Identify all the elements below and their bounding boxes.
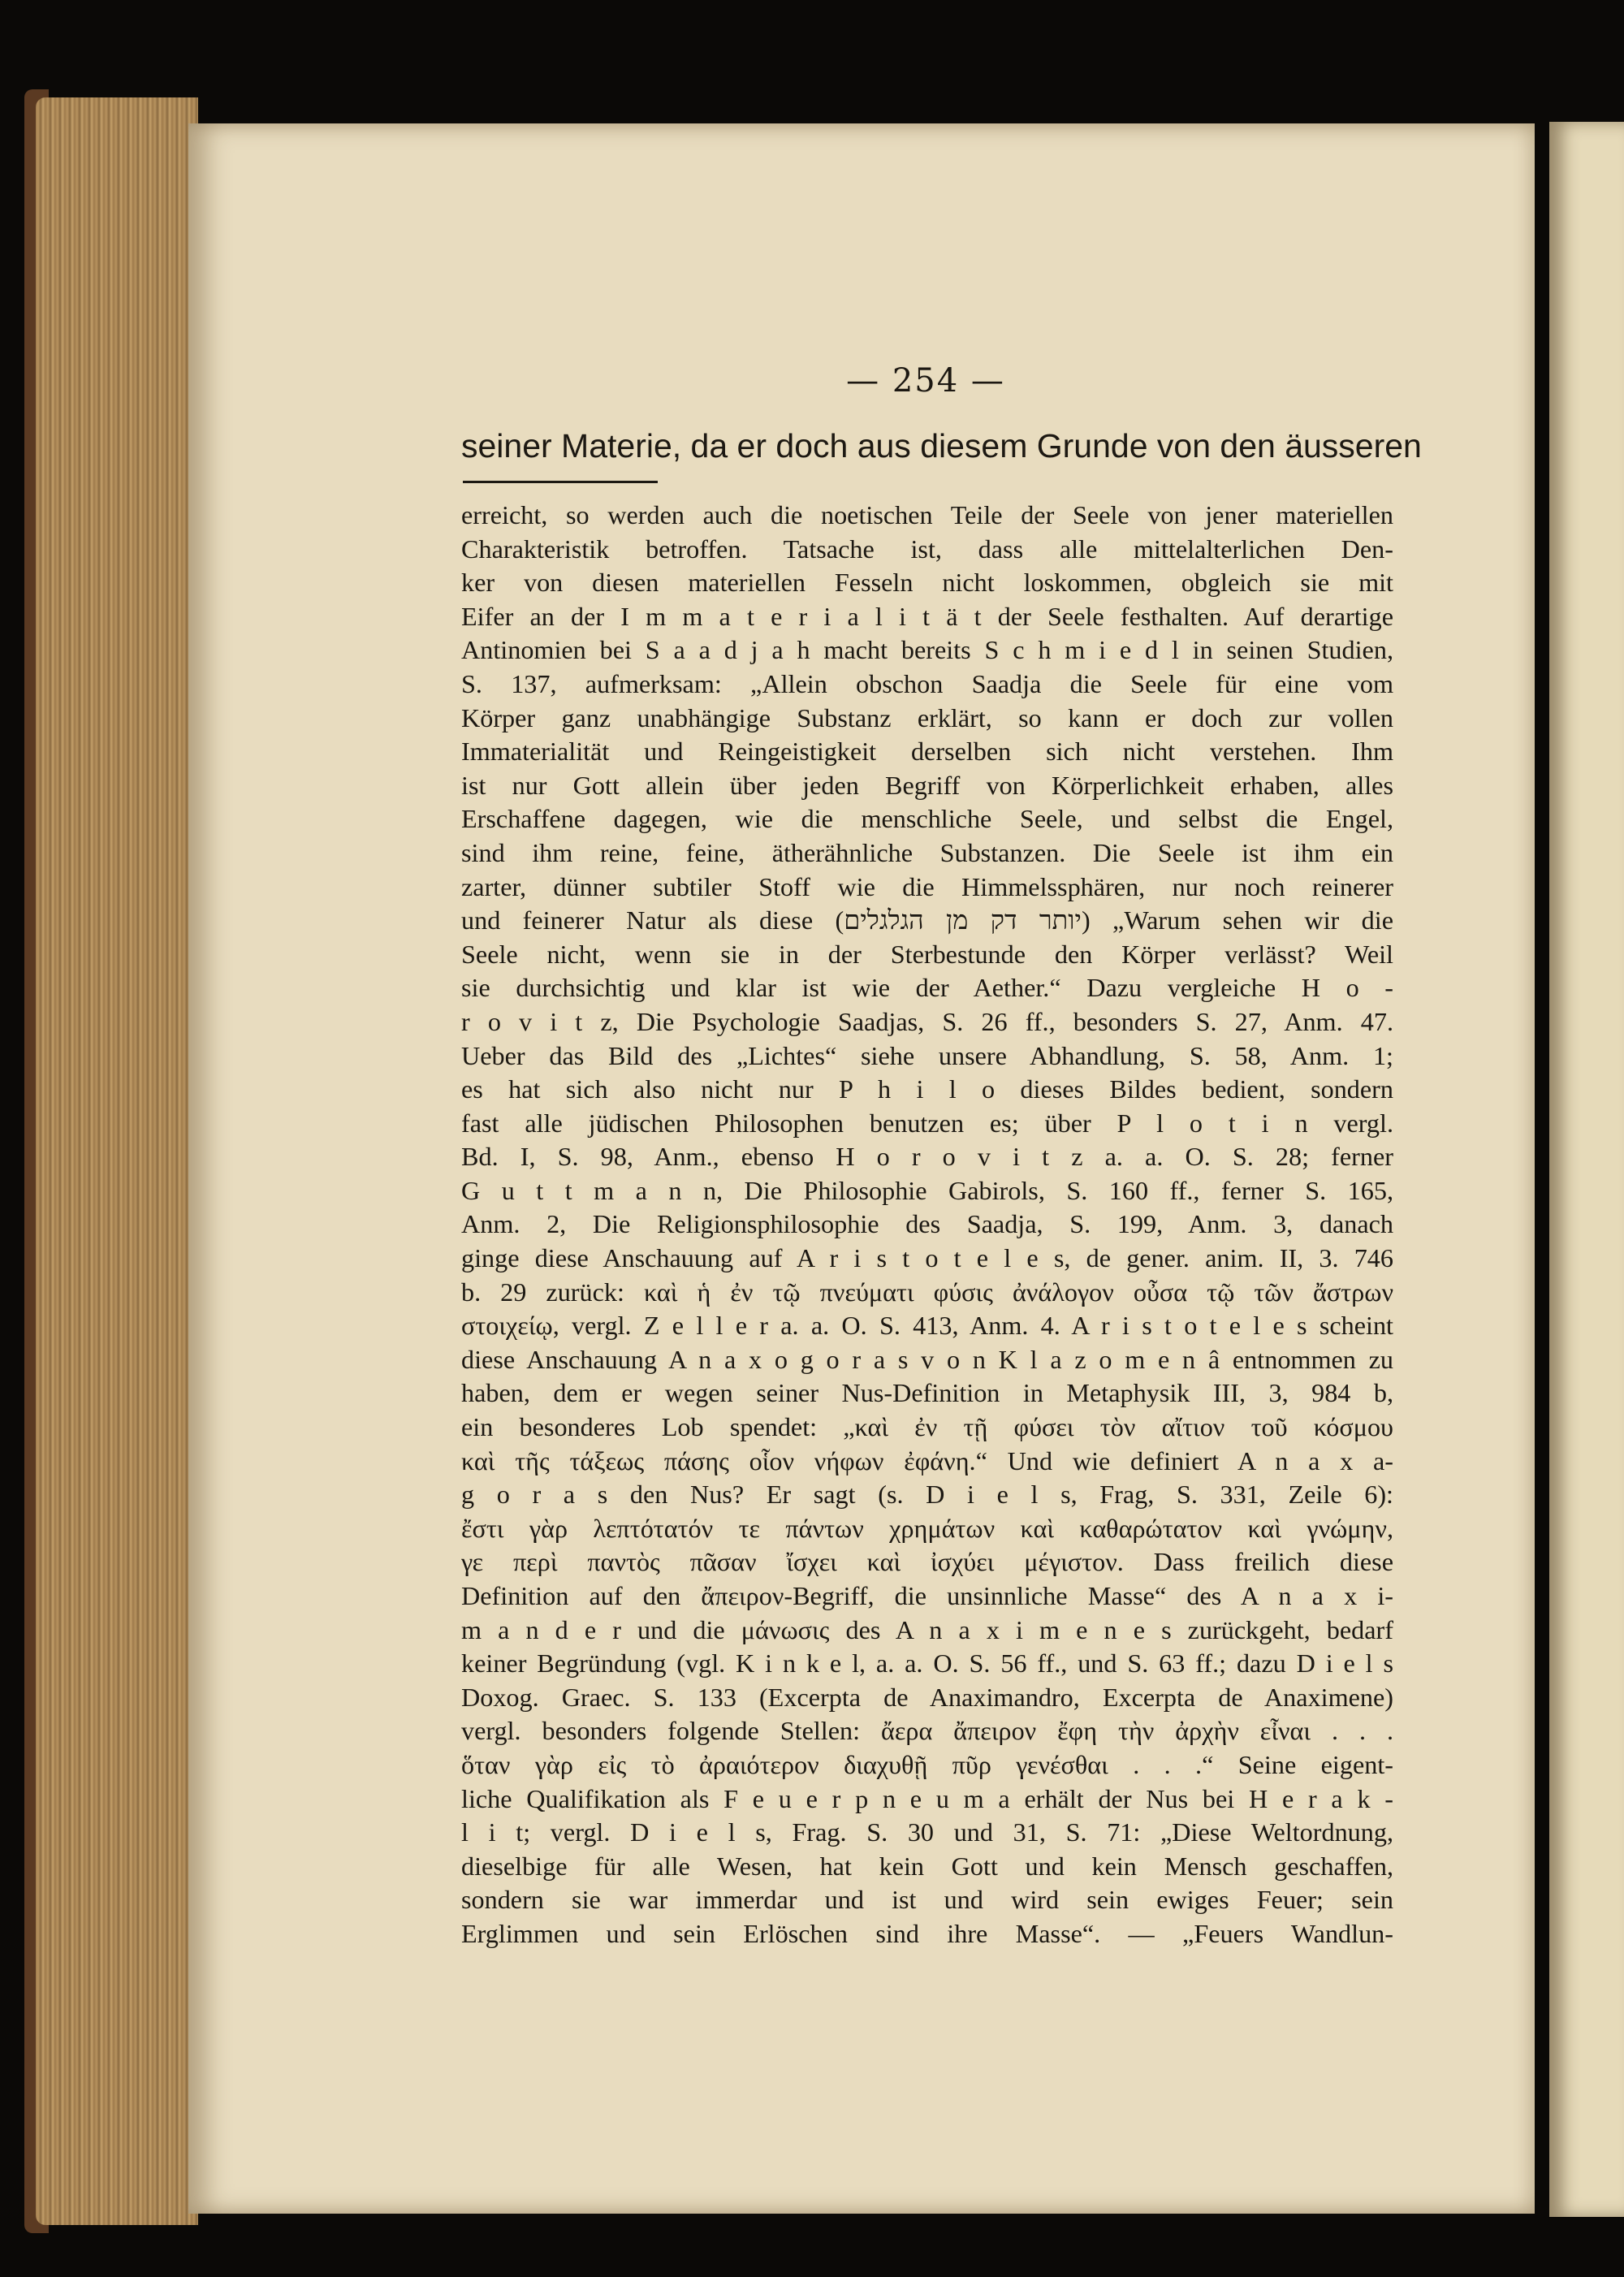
text-line: es hat sich also nicht nur P h i l o dieses Bildes bedient, sondern [461, 1074, 1393, 1104]
text-line: Erglimmen und sein Erlöschen sind ihre Masse“. — „Feuers Wandlun- [461, 1918, 1393, 1948]
text-line: S. 137, aufmerksam: „Allein obschon Saadja die Seele für eine vom [461, 668, 1393, 698]
text-line: Eifer an der I m m a t e r i a l i t ä t der Seele festhalten. Auf derartige [461, 601, 1393, 631]
text-line: und feinerer Natur als diese (יותר דק מן הגלגלים) „Warum sehen wir die [461, 905, 1393, 935]
text-line: erreicht, so werden auch die noetischen Teile der Seele von jener materiellen [461, 500, 1393, 529]
facing-page-edge [1549, 122, 1624, 2217]
text-line: ein besonderes Lob spendet: „καὶ ἐν τῇ φύσει τὸν αἴτιον τοῦ κόσμου [461, 1412, 1393, 1442]
text-line: ker von diesen materiellen Fesseln nicht loskommen, obgleich sie mit [461, 568, 1393, 598]
text-line: g o r a s den Nus? Er sagt (s. D i e l s, Frag, S. 331, Zeile 6): [461, 1480, 1393, 1510]
text-line: ἔστι γὰρ λεπτότατόν τε πάντων χρημάτων καὶ καθαρώτατον καὶ γνώμην, [461, 1513, 1393, 1543]
footnote-text-block [461, 499, 1393, 1951]
text-line: vergl. besonders folgende Stellen: ἄερα ἄπειρον ἔφη τὴν ἀρχὴν εἶναι . . . [461, 1716, 1393, 1746]
text-line: Seele nicht, wenn sie in der Sterbestunde den Körper verlässt? Weil [461, 939, 1393, 969]
text-line: Immaterialität und Reingeistigkeit derselben sich nicht verstehen. Ihm [461, 737, 1393, 767]
text-line: Charakteristik betroffen. Tatsache ist, dass alle mittelalterlichen Den- [461, 534, 1393, 564]
text-line: Antinomien bei S a a d j a h macht bereits S c h m i e d l in seinen Studien, [461, 635, 1393, 665]
text-line: Doxog. Graec. S. 133 (Excerpta de Anaximandro, Excerpta de Anaximene) [461, 1682, 1393, 1712]
text-line: r o v i t z, Die Psychologie Saadjas, S. 26 ff., besonders S. 27, Anm. 47. [461, 1006, 1393, 1036]
text-line: ist nur Gott allein über jeden Begriff von Körperlichkeit erhaben, alles [461, 770, 1393, 800]
text-line: Ueber das Bild des „Lichtes“ siehe unsere Abhandlung, S. 58, Anm. 1; [461, 1040, 1393, 1070]
text-line: Definition auf den ἄπειρον-Begriff, die unsinnliche Masse“ des A n a x i- [461, 1581, 1393, 1610]
footnote-separator-rule [463, 481, 658, 483]
text-line: Körper ganz unabhängige Substanz erklärt, so kann er doch zur vollen [461, 702, 1393, 732]
text-line: keiner Begründung (vgl. K i n k e l, a. a. O. S. 56 ff., und S. 63 ff.; dazu D i e l s [461, 1648, 1393, 1679]
text-line: ὅταν γὰρ εἰς τὸ ἀραιότερον διαχυθῇ πῦρ γενέσθαι . . .“ Seine eigent- [461, 1749, 1393, 1779]
text-line: zarter, dünner subtiler Stoff wie die Himmelssphären, nur noch reinerer [461, 871, 1393, 901]
main-text-lead-line: seiner Materie, da er doch aus diesem Grunde von den äusseren [461, 427, 1422, 464]
text-line: Anm. 2, Die Religionsphilosophie des Saadja, S. 199, Anm. 3, danach [461, 1209, 1393, 1239]
text-line: sie durchsichtig und klar ist wie der Aether.“ Dazu vergleiche H o - [461, 973, 1393, 1003]
text-line: στοιχείῳ, vergl. Z e l l e r a. a. O. S. 413, Anm. 4. A r i s t o t e l e s scheint [461, 1311, 1393, 1341]
text-line: fast alle jüdischen Philosophen benutzen es; über P l o t i n vergl. [461, 1108, 1393, 1138]
text-line: diese Anschauung A n a x o g o r a s v o n K l a z o m e n â entnommen zu [461, 1344, 1393, 1374]
text-line: dieselbige für alle Wesen, hat kein Gott und kein Mensch geschaffen, [461, 1851, 1393, 1881]
text-line: sondern sie war immerdar und ist und wird sein ewiges Feuer; sein [461, 1885, 1393, 1915]
text-line: sind ihm reine, feine, ätherähnliche Substanzen. Die Seele ist ihm ein [461, 837, 1393, 867]
page-stack-edge [36, 97, 198, 2225]
text-line: b. 29 zurück: καὶ ἡ ἐν τῷ πνεύματι φύσις ἀνάλογον οὖσα τῷ τῶν ἄστρων [461, 1277, 1393, 1307]
text-line: G u t t m a n n, Die Philosophie Gabirols, S. 160 ff., ferner S. 165, [461, 1175, 1393, 1205]
text-line: Bd. I, S. 98, Anm., ebenso H o r o v i t z a. a. O. S. 28; ferner [461, 1142, 1393, 1172]
text-line: καὶ τῆς τάξεως πάσης οἷον νήφων ἐφάνη.“ Und wie definiert A n a x a- [461, 1445, 1393, 1476]
text-line: γε περὶ παντὸς πᾶσαν ἴσχει καὶ ἰσχύει μέγιστον. Dass freilich diese [461, 1547, 1393, 1577]
text-line: Erschaffene dagegen, wie die menschliche Seele, und selbst die Engel, [461, 804, 1393, 834]
text-line: m a n d e r und die μάνωσις des A n a x i m e n e s zurückgeht, bedarf [461, 1614, 1393, 1644]
text-line: liche Qualifikation als F e u e r p n e u m a erhält der Nus bei H e r a k - [461, 1783, 1393, 1813]
text-line: l i t; vergl. D i e l s, Frag. S. 30 und 31, S. 71: „Diese Weltordnung, [461, 1817, 1393, 1847]
page-number: — 254 — [846, 362, 1005, 400]
text-line: ginge diese Anschauung auf A r i s t o t e l e s, de gener. anim. II, 3. 746 [461, 1243, 1393, 1273]
text-line: haben, dem er wegen seiner Nus-Definition in Metaphysik III, 3, 984 b, [461, 1378, 1393, 1408]
